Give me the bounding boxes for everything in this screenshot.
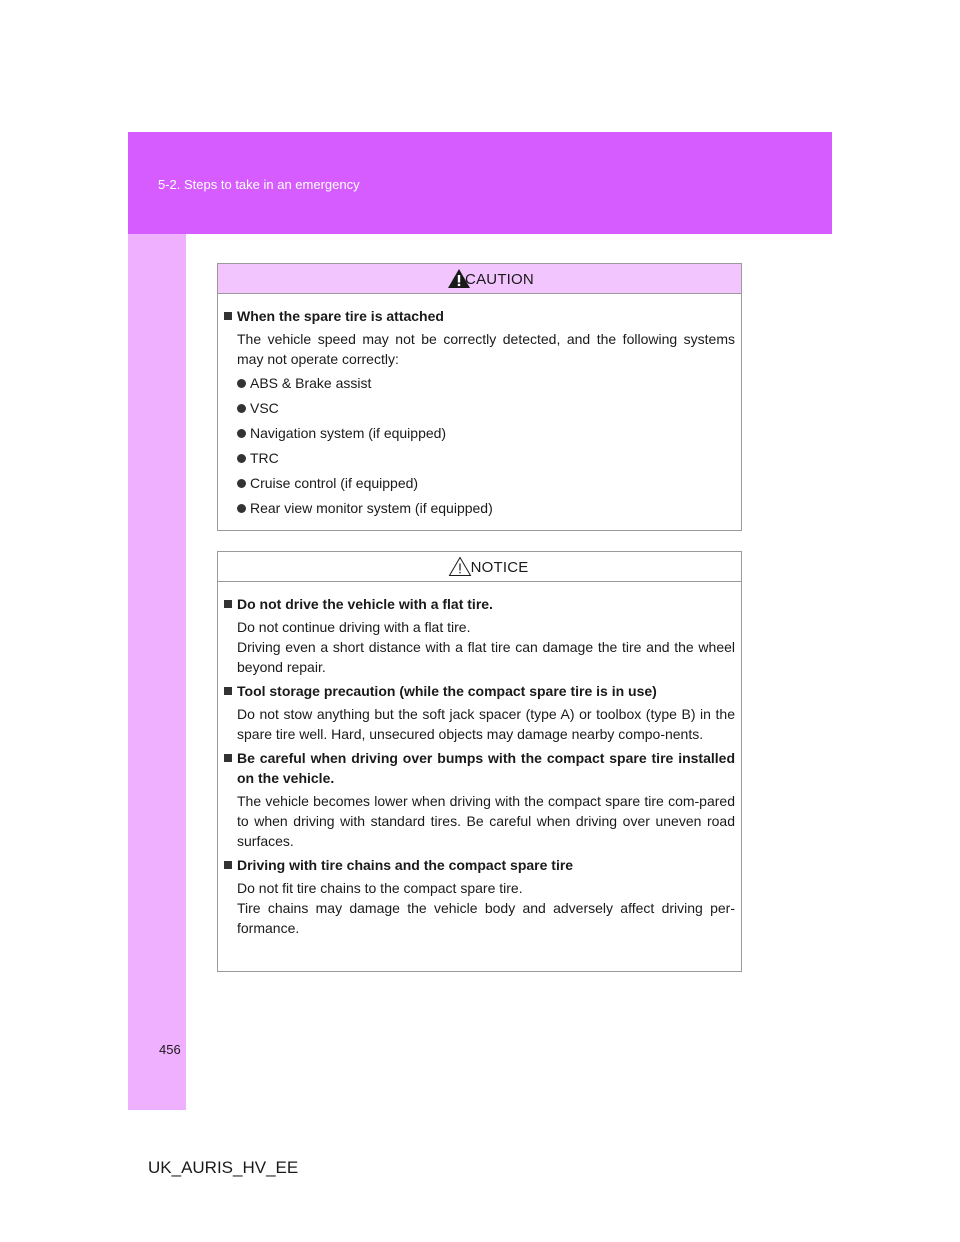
- breadcrumb: 5-2. Steps to take in an emergency: [158, 177, 360, 192]
- round-bullet-icon: [237, 429, 246, 438]
- notice-item: [224, 748, 735, 851]
- square-bullet-icon: [224, 687, 232, 695]
- notice-item-text: Do not stow anything but the soft jack spacer (type A) or toolbox (type B) in the spare tire well. Hard, unsecured objects may damage nearby compo-nents.: [237, 706, 735, 742]
- caution-box: [217, 263, 742, 531]
- notice-item-text: Do not fit tire chains to the compact spare tire. Tire chains may damage the vehicle body and adversely affect driving per-formance.: [237, 880, 735, 936]
- square-bullet-icon: [224, 861, 232, 869]
- caution-item: [224, 306, 735, 523]
- caution-bullet-list: [224, 373, 735, 523]
- caution-title: CAUTION: [465, 271, 534, 288]
- caution-item-text: The vehicle speed may not be correctly detected, and the following systems may not operate correctly:: [237, 331, 735, 367]
- round-bullet-icon: [237, 454, 246, 463]
- notice-box: [217, 551, 742, 972]
- notice-item-heading: Driving with tire chains and the compact spare tire: [224, 855, 735, 875]
- round-bullet-icon: [237, 379, 246, 388]
- notice-item-text: Do not continue driving with a flat tire. Driving even a short distance with a flat tire can damage the tire and the wheel beyond repair.: [237, 619, 735, 675]
- notice-header: [218, 552, 741, 582]
- notice-item-heading: Do not drive the vehicle with a flat tire.: [224, 594, 735, 614]
- round-bullet-icon: [237, 504, 246, 513]
- notice-item: [224, 681, 735, 744]
- notice-item-heading: Be careful when driving over bumps with the compact spare tire installed on the vehicle.: [224, 748, 735, 788]
- bullet-item: Rear view monitor system (if equipped): [237, 498, 735, 523]
- bullet-item: VSC: [237, 398, 735, 423]
- bullet-item: Cruise control (if equipped): [237, 473, 735, 498]
- square-bullet-icon: [224, 600, 232, 608]
- document-code: UK_AURIS_HV_EE: [148, 1158, 299, 1177]
- page-number: 456: [159, 1042, 181, 1057]
- square-bullet-icon: [224, 312, 232, 320]
- notice-title: NOTICE: [470, 559, 529, 576]
- notice-body: [218, 582, 741, 956]
- round-bullet-icon: [237, 404, 246, 413]
- round-bullet-icon: [237, 479, 246, 488]
- bullet-item: ABS & Brake assist: [237, 373, 735, 398]
- bullet-item: Navigation system (if equipped): [237, 423, 735, 448]
- notice-item: [224, 855, 735, 938]
- caution-item-heading: When the spare tire is attached: [224, 306, 735, 326]
- caution-body: [218, 294, 741, 541]
- notice-item-heading: Tool storage precaution (while the compact spare tire is in use): [224, 681, 735, 701]
- side-strip: [128, 234, 186, 1110]
- notice-item-text: The vehicle becomes lower when driving with the compact spare tire com-pared to when driving with standard tires. Be careful when driving over uneven road surfaces.: [237, 793, 735, 849]
- bullet-item: TRC: [237, 448, 735, 473]
- square-bullet-icon: [224, 754, 232, 762]
- notice-item: [224, 594, 735, 677]
- caution-header: [218, 264, 741, 294]
